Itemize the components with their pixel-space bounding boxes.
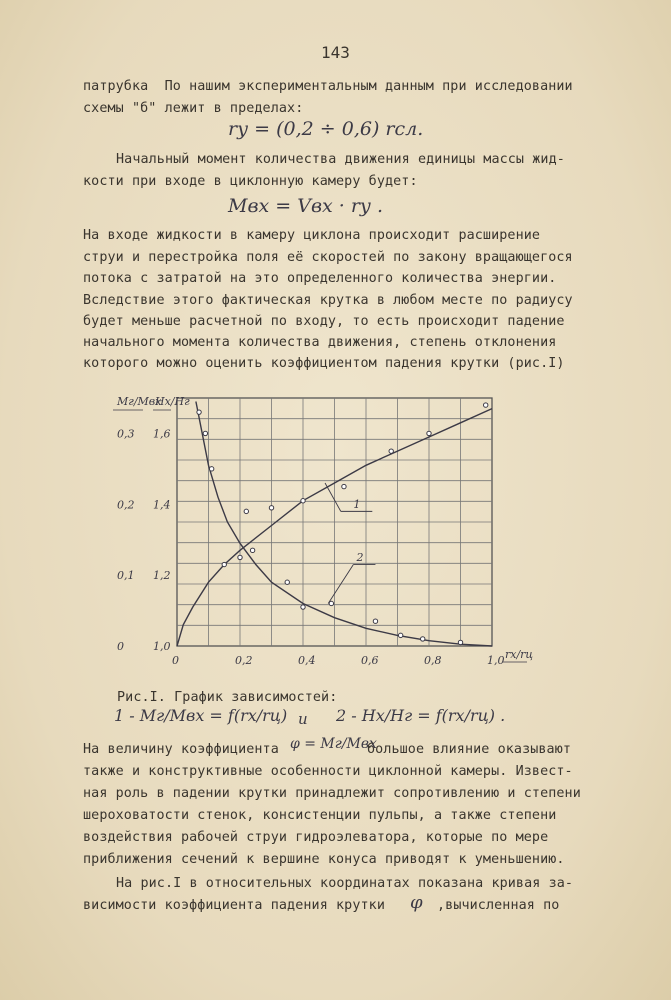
x-tick-label: 0,8 xyxy=(424,654,442,667)
curve-label-1: 1 xyxy=(353,497,361,511)
formula-initial-moment: Mвх = Vвх · rу . xyxy=(228,195,384,217)
text-line-1: патрубка По нашим экспериментальным данным при исследовании xyxy=(83,79,573,94)
para3-line-1: На рис.I в относительных координатах показана кривая за- xyxy=(116,876,574,891)
figure-caption: Рис.I. График зависимостей: xyxy=(117,690,338,705)
text-line-8: Вследствие этого фактическая крутка в любом месте по радиусу xyxy=(83,293,573,308)
y-left-tick-label: 0 xyxy=(117,640,124,653)
series-1-point xyxy=(222,562,226,566)
series-2-point xyxy=(250,548,254,552)
y-left-tick-label: 0,3 xyxy=(117,427,135,441)
series-2-point xyxy=(398,633,402,637)
x-tick-label: 0 xyxy=(172,654,179,667)
para2-line-6: приближения сечений к вершине конуса приводят к уменьшению. xyxy=(83,852,565,867)
series-2-point xyxy=(373,619,377,623)
series-1-point xyxy=(389,449,393,453)
text-line-2: схемы "б" лежит в пределах: xyxy=(83,101,304,116)
series-2-point xyxy=(458,640,462,644)
series-2-point xyxy=(244,509,248,513)
series-2-point xyxy=(203,431,207,435)
para2-symbol: φ = Mг/Mвх xyxy=(290,736,377,752)
series-2-point xyxy=(421,637,425,641)
page-number: 143 xyxy=(321,43,350,62)
chart-grid xyxy=(113,398,527,667)
text-line-3: Начальный момент количества движения единицы массы жид- xyxy=(116,152,565,167)
dependency-chart xyxy=(105,390,545,680)
text-line-6: струи и перестройка поля её скоростей по закону вращающегося xyxy=(83,250,573,265)
x-tick-label: 1,0 xyxy=(487,654,505,667)
caption-and: и xyxy=(298,710,308,728)
x-tick-label: 0,2 xyxy=(235,654,253,667)
ylabel-left: Mг/Mвх xyxy=(117,395,162,408)
para3-line-2-suffix: ,вычисленная по xyxy=(437,898,560,913)
series-1-point xyxy=(484,403,488,407)
y-right-tick-label: 1,4 xyxy=(153,498,171,512)
text-line-7: потока с затратой на это определенного количества энергии. xyxy=(83,271,557,286)
y-right-tick-label: 1,6 xyxy=(153,427,171,441)
text-line-10: начального момента количества движения, степень отклонения xyxy=(83,335,557,350)
para3-symbol: φ xyxy=(410,892,423,913)
series-1-point xyxy=(238,555,242,559)
para2-line-1-prefix: На величину коэффициента xyxy=(83,742,279,757)
curve-1-leader xyxy=(325,483,341,511)
formula-radius-range: rу = (0,2 ÷ 0,6) rсл. xyxy=(228,118,424,140)
y-left-tick-label: 0,2 xyxy=(117,498,135,512)
series-2-point xyxy=(301,605,305,609)
para3-line-2-prefix: висимости коэффициента падения крутки xyxy=(83,898,385,913)
x-tick-label: 0,4 xyxy=(298,654,316,667)
caption-formula-1: 1 - Mг/Mвх = f(rx/rц) xyxy=(114,706,288,725)
series-1-point xyxy=(301,499,305,503)
para2-line-1-suffix: большое влияние оказывают xyxy=(367,742,572,757)
text-line-5: На входе жидкости в камеру циклона происходит расширение xyxy=(83,228,541,243)
text-line-4: кости при входе в циклонную камеру будет: xyxy=(83,174,418,189)
ylabel-right: Hx/Hг xyxy=(155,395,190,408)
series-1-point xyxy=(269,506,273,510)
para2-line-3: ная роль в падении крутки принадлежит сопротивлению и степени xyxy=(83,786,581,801)
para2-line-5: воздействия рабочей струи гидроэлеватора, которые по мере xyxy=(83,830,549,845)
x-tick-label: 0,6 xyxy=(361,654,379,667)
y-right-tick-label: 1,0 xyxy=(153,640,171,653)
series-2-point xyxy=(285,580,289,584)
y-right-tick-label: 1,2 xyxy=(153,569,171,583)
series-2-point xyxy=(329,601,333,605)
para2-line-2: также и конструктивные особенности циклонной камеры. Извест- xyxy=(83,764,573,779)
text-line-9: будет меньше расчетной по входу, то есть происходит падение xyxy=(83,314,565,329)
series-2-point xyxy=(197,410,201,414)
series-2-point xyxy=(209,467,213,471)
series-1-point xyxy=(342,484,346,488)
para2-line-4: шероховатости стенок, консистенции пульпы, а также степени xyxy=(83,808,557,823)
xlabel: rx/rц xyxy=(505,648,534,661)
series-1-point xyxy=(427,431,431,435)
caption-formula-2: 2 - Hx/Hг = f(rx/rц) . xyxy=(336,706,506,725)
curve-label-2: 2 xyxy=(356,550,364,564)
y-left-tick-label: 0,1 xyxy=(117,569,135,583)
text-line-11: которого можно оценить коэффициентом падения крутки (рис.I) xyxy=(83,356,565,371)
